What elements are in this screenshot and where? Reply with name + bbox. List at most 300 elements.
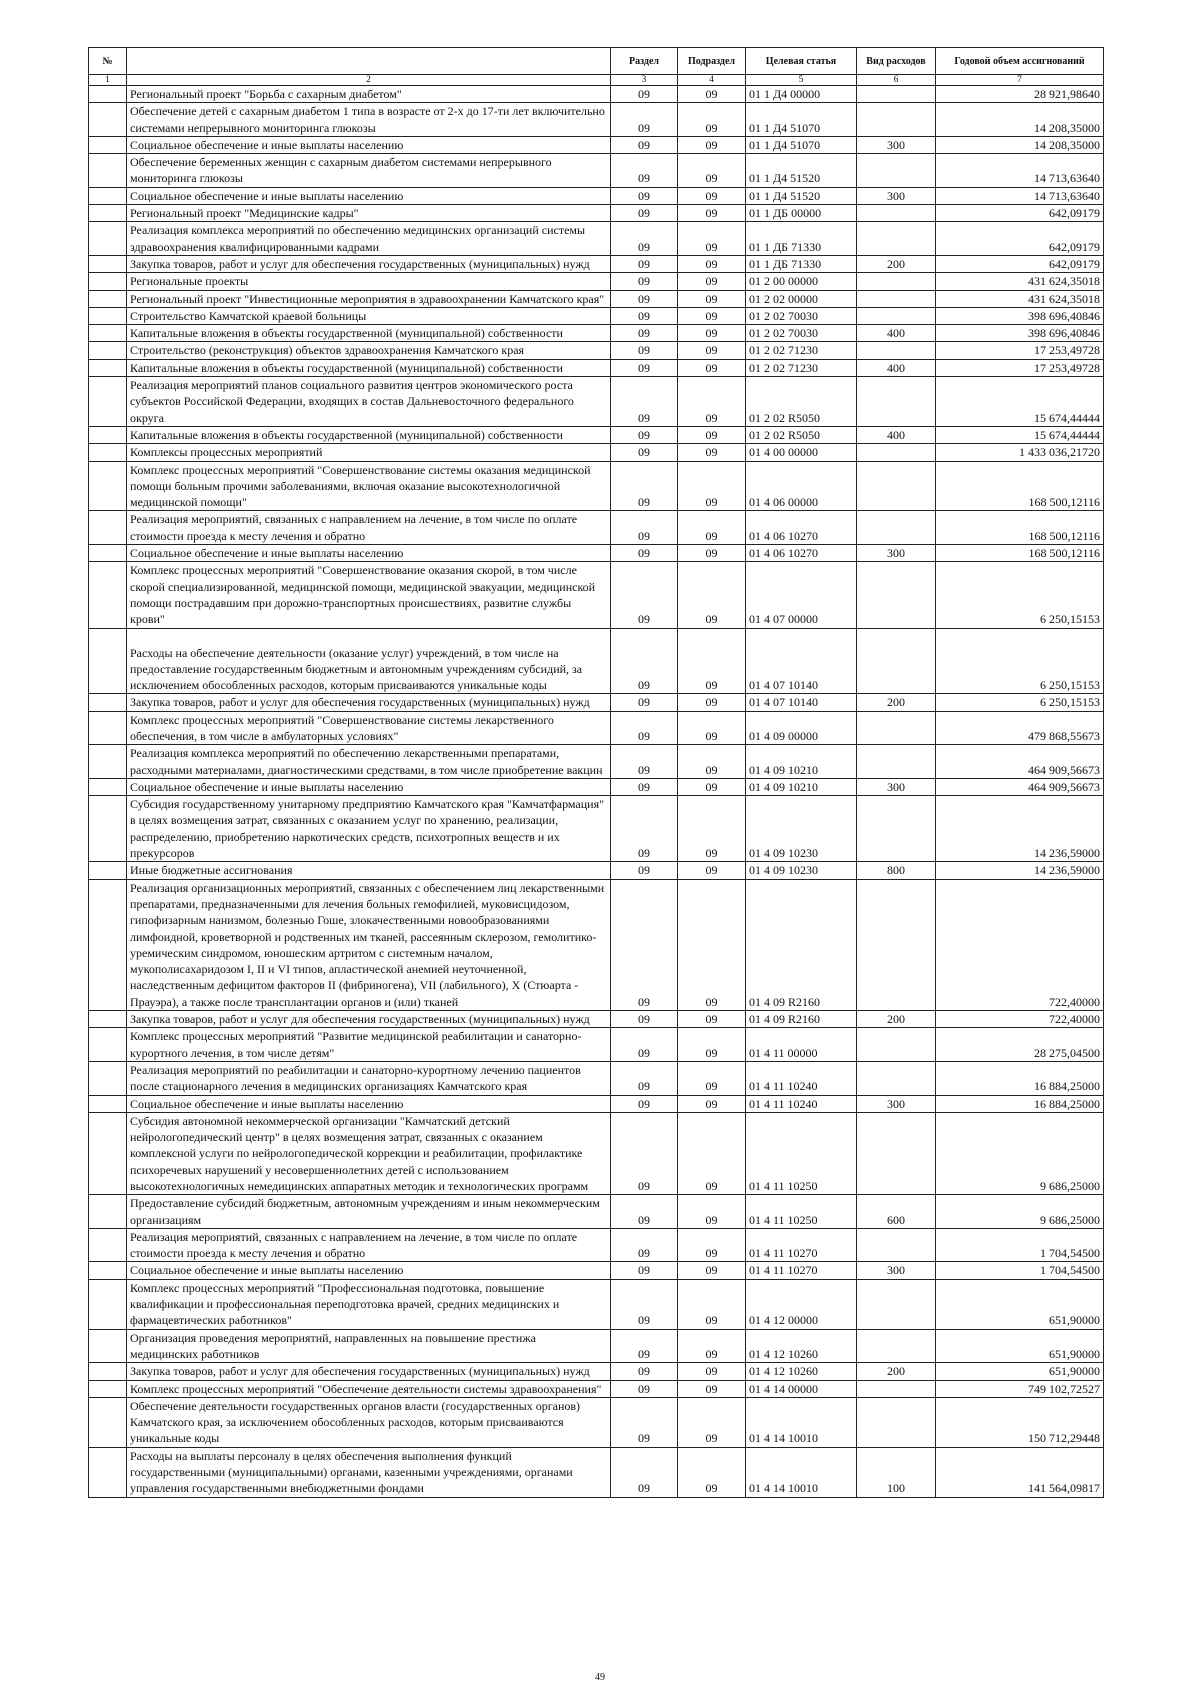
row-number-cell bbox=[89, 711, 127, 745]
row-target-cell: 01 1 Д4 51520 bbox=[746, 187, 857, 204]
table-row bbox=[89, 1447, 1104, 1497]
row-number-cell bbox=[89, 205, 127, 222]
row-subsection-cell: 09 bbox=[678, 879, 746, 1010]
row-section-cell: 09 bbox=[611, 1262, 678, 1279]
row-name-cell: Субсидия автономной некоммерческой организации "Камчатский детский нейрологопедический центр" в целях возмещения затрат, связанных с оказанием комплексной услуги по нейрологопедической коррекции и реабилитации, профилактике психоречевых нарушений у несовершеннолетних детей с использованием высокотехнологичных немедицинских аппаратных методик и технологических программ bbox=[127, 1112, 611, 1194]
row-name-cell: Социальное обеспечение и иные выплаты населению bbox=[127, 187, 611, 204]
row-subsection-cell: 09 bbox=[678, 1279, 746, 1329]
row-section-cell: 09 bbox=[611, 1011, 678, 1028]
row-subsection-cell: 09 bbox=[678, 1363, 746, 1380]
row-name-cell: Региональный проект "Медицинские кадры" bbox=[127, 205, 611, 222]
row-number-cell bbox=[89, 273, 127, 290]
column-number: 6 bbox=[857, 75, 936, 86]
row-amount-cell: 14 208,35000 bbox=[936, 103, 1104, 137]
table-row bbox=[89, 562, 1104, 628]
row-amount-cell: 14 236,59000 bbox=[936, 862, 1104, 879]
row-number-cell bbox=[89, 255, 127, 272]
table-row bbox=[89, 1095, 1104, 1112]
table-row bbox=[89, 862, 1104, 879]
row-expense-type-cell: 200 bbox=[857, 694, 936, 711]
table-row bbox=[89, 255, 1104, 272]
row-subsection-cell: 09 bbox=[678, 1228, 746, 1262]
row-expense-type-cell bbox=[857, 1279, 936, 1329]
row-number-cell bbox=[89, 545, 127, 562]
row-name-cell: Строительство Камчатской краевой больницы bbox=[127, 307, 611, 324]
row-name-cell: Реализация комплекса мероприятий по обеспечению лекарственными препаратами, расходными материалами, диагностическими средствами, в том числе приобретение вакцин bbox=[127, 745, 611, 779]
row-name-cell: Расходы на выплаты персоналу в целях обеспечения выполнения функций государственными (муниципальными) органами, казенными учреждениями, органами управления государственными внебюджетными фондами bbox=[127, 1447, 611, 1497]
row-target-cell: 01 4 11 10270 bbox=[746, 1262, 857, 1279]
table-row bbox=[89, 426, 1104, 443]
table-row bbox=[89, 205, 1104, 222]
row-amount-cell: 16 884,25000 bbox=[936, 1061, 1104, 1095]
row-name-cell: Закупка товаров, работ и услуг для обеспечения государственных (муниципальных) нужд bbox=[127, 1011, 611, 1028]
row-amount-cell: 651,90000 bbox=[936, 1329, 1104, 1363]
row-subsection-cell: 09 bbox=[678, 1262, 746, 1279]
column-number: 2 bbox=[127, 75, 611, 86]
table-row bbox=[89, 1397, 1104, 1447]
row-name-cell: Комплекс процессных мероприятий "Совершенствование оказания скорой, в том числе скорой специализированной, медицинской помощи, медицинской эвакуации, медицинской помощи пострадавшим при дорожно-транспортных происшествиях, развитие службы крови" bbox=[127, 562, 611, 628]
row-amount-cell: 642,09179 bbox=[936, 205, 1104, 222]
row-section-cell: 09 bbox=[611, 1061, 678, 1095]
row-number-cell bbox=[89, 103, 127, 137]
row-amount-cell: 431 624,35018 bbox=[936, 290, 1104, 307]
row-expense-type-cell bbox=[857, 1028, 936, 1062]
row-section-cell: 09 bbox=[611, 511, 678, 545]
row-number-cell bbox=[89, 1397, 127, 1447]
row-amount-cell: 749 102,72527 bbox=[936, 1380, 1104, 1397]
row-subsection-cell: 09 bbox=[678, 1447, 746, 1497]
header-row bbox=[89, 48, 1104, 75]
row-name-cell: Социальное обеспечение и иные выплаты населению bbox=[127, 778, 611, 795]
row-name-cell: Капитальные вложения в объекты государственной (муниципальной) собственности bbox=[127, 325, 611, 342]
row-number-cell bbox=[89, 222, 127, 256]
row-target-cell: 01 4 14 00000 bbox=[746, 1380, 857, 1397]
table-row bbox=[89, 461, 1104, 511]
row-amount-cell: 398 696,40846 bbox=[936, 325, 1104, 342]
row-subsection-cell: 09 bbox=[678, 103, 746, 137]
row-expense-type-cell: 200 bbox=[857, 1363, 936, 1380]
row-expense-type-cell bbox=[857, 511, 936, 545]
table-row bbox=[89, 1279, 1104, 1329]
row-number-cell bbox=[89, 290, 127, 307]
row-number-cell bbox=[89, 745, 127, 779]
row-subsection-cell: 09 bbox=[678, 342, 746, 359]
row-section-cell: 09 bbox=[611, 711, 678, 745]
row-section-cell: 09 bbox=[611, 222, 678, 256]
row-section-cell: 09 bbox=[611, 1447, 678, 1497]
row-expense-type-cell bbox=[857, 1061, 936, 1095]
row-number-cell bbox=[89, 187, 127, 204]
row-subsection-cell: 09 bbox=[678, 694, 746, 711]
row-section-cell: 09 bbox=[611, 778, 678, 795]
row-name-cell: Предоставление субсидий бюджетным, автономным учреждениям и иным некоммерческим организациям bbox=[127, 1195, 611, 1229]
row-amount-cell: 141 564,09817 bbox=[936, 1447, 1104, 1497]
row-section-cell: 09 bbox=[611, 136, 678, 153]
row-target-cell: 01 4 14 10010 bbox=[746, 1397, 857, 1447]
row-section-cell: 09 bbox=[611, 1329, 678, 1363]
row-number-cell bbox=[89, 1195, 127, 1229]
row-name-cell: Закупка товаров, работ и услуг для обеспечения государственных (муниципальных) нужд bbox=[127, 1363, 611, 1380]
row-expense-type-cell bbox=[857, 745, 936, 779]
row-target-cell: 01 4 12 10260 bbox=[746, 1329, 857, 1363]
row-target-cell: 01 4 11 10240 bbox=[746, 1061, 857, 1095]
row-name-cell: Иные бюджетные ассигнования bbox=[127, 862, 611, 879]
table-row bbox=[89, 1363, 1104, 1380]
row-subsection-cell: 09 bbox=[678, 862, 746, 879]
row-section-cell: 09 bbox=[611, 1028, 678, 1062]
row-section-cell: 09 bbox=[611, 154, 678, 188]
row-expense-type-cell bbox=[857, 562, 936, 628]
row-amount-cell: 398 696,40846 bbox=[936, 307, 1104, 324]
row-number-cell bbox=[89, 1061, 127, 1095]
row-number-cell bbox=[89, 136, 127, 153]
row-number-cell bbox=[89, 511, 127, 545]
row-subsection-cell: 09 bbox=[678, 1061, 746, 1095]
row-section-cell: 09 bbox=[611, 426, 678, 443]
row-amount-cell: 651,90000 bbox=[936, 1279, 1104, 1329]
table-row bbox=[89, 778, 1104, 795]
header-amount: Годовой объем ассигнований bbox=[936, 48, 1104, 75]
header-section: Раздел bbox=[611, 48, 678, 75]
row-expense-type-cell bbox=[857, 377, 936, 427]
row-target-cell: 01 2 02 71230 bbox=[746, 342, 857, 359]
row-expense-type-cell bbox=[857, 103, 936, 137]
row-section-cell: 09 bbox=[611, 1095, 678, 1112]
row-name-cell: Региональный проект "Борьба с сахарным диабетом" bbox=[127, 86, 611, 103]
row-subsection-cell: 09 bbox=[678, 562, 746, 628]
row-target-cell: 01 1 Д4 51070 bbox=[746, 103, 857, 137]
row-name-cell: Комплексы процессных мероприятий bbox=[127, 444, 611, 461]
row-name-cell: Закупка товаров, работ и услуг для обеспечения государственных (муниципальных) нужд bbox=[127, 255, 611, 272]
table-row bbox=[89, 222, 1104, 256]
row-amount-cell: 16 884,25000 bbox=[936, 1095, 1104, 1112]
row-name-cell: Комплекс процессных мероприятий "Обеспечение деятельности системы здравоохранения" bbox=[127, 1380, 611, 1397]
table-row bbox=[89, 273, 1104, 290]
table-row bbox=[89, 1329, 1104, 1363]
row-target-cell: 01 4 09 R2160 bbox=[746, 879, 857, 1010]
table-row bbox=[89, 325, 1104, 342]
row-amount-cell: 17 253,49728 bbox=[936, 342, 1104, 359]
column-number: 4 bbox=[678, 75, 746, 86]
row-subsection-cell: 09 bbox=[678, 205, 746, 222]
row-subsection-cell: 09 bbox=[678, 359, 746, 376]
row-section-cell: 09 bbox=[611, 1228, 678, 1262]
table-row bbox=[89, 545, 1104, 562]
row-target-cell: 01 4 09 10210 bbox=[746, 778, 857, 795]
column-number: 5 bbox=[746, 75, 857, 86]
row-section-cell: 09 bbox=[611, 187, 678, 204]
table-row bbox=[89, 711, 1104, 745]
row-section-cell: 09 bbox=[611, 290, 678, 307]
row-number-cell bbox=[89, 879, 127, 1010]
row-subsection-cell: 09 bbox=[678, 1380, 746, 1397]
row-subsection-cell: 09 bbox=[678, 426, 746, 443]
row-number-cell bbox=[89, 377, 127, 427]
row-number-cell bbox=[89, 628, 127, 694]
row-expense-type-cell bbox=[857, 1329, 936, 1363]
row-name-cell: Реализация мероприятий, связанных с направлением на лечение, в том числе по оплате стоимости проезда к месту лечения и обратно bbox=[127, 1228, 611, 1262]
row-name-cell: Социальное обеспечение и иные выплаты населению bbox=[127, 1095, 611, 1112]
row-target-cell: 01 1 Д4 51070 bbox=[746, 136, 857, 153]
table-row bbox=[89, 1028, 1104, 1062]
row-subsection-cell: 09 bbox=[678, 222, 746, 256]
row-amount-cell: 1 433 036,21720 bbox=[936, 444, 1104, 461]
row-section-cell: 09 bbox=[611, 377, 678, 427]
row-name-cell: Комплекс процессных мероприятий "Совершенствование системы оказания медицинской помощи больным прочими заболеваниями, включая оказание высокотехнологичной медицинской помощи" bbox=[127, 461, 611, 511]
row-name-cell: Капитальные вложения в объекты государственной (муниципальной) собственности bbox=[127, 359, 611, 376]
row-name-cell: Закупка товаров, работ и услуг для обеспечения государственных (муниципальных) нужд bbox=[127, 694, 611, 711]
row-name-cell: Комплекс процессных мероприятий "Совершенствование системы лекарственного обеспечения, в том числе в амбулаторных условиях" bbox=[127, 711, 611, 745]
row-subsection-cell: 09 bbox=[678, 1112, 746, 1194]
row-name-cell: Реализация комплекса мероприятий по обеспечению медицинских организаций системы здравоохранения квалифицированными кадрами bbox=[127, 222, 611, 256]
row-target-cell: 01 4 11 10240 bbox=[746, 1095, 857, 1112]
row-section-cell: 09 bbox=[611, 628, 678, 694]
row-name-cell: Региональные проекты bbox=[127, 273, 611, 290]
row-section-cell: 09 bbox=[611, 86, 678, 103]
row-amount-cell: 17 253,49728 bbox=[936, 359, 1104, 376]
row-number-cell bbox=[89, 359, 127, 376]
row-subsection-cell: 09 bbox=[678, 154, 746, 188]
table-row bbox=[89, 511, 1104, 545]
table-body bbox=[89, 86, 1104, 1498]
table-row bbox=[89, 187, 1104, 204]
row-subsection-cell: 09 bbox=[678, 86, 746, 103]
row-number-cell bbox=[89, 778, 127, 795]
row-subsection-cell: 09 bbox=[678, 1195, 746, 1229]
row-amount-cell: 14 236,59000 bbox=[936, 796, 1104, 862]
column-number-row bbox=[89, 75, 1104, 86]
row-target-cell: 01 4 12 10260 bbox=[746, 1363, 857, 1380]
row-section-cell: 09 bbox=[611, 307, 678, 324]
row-amount-cell: 168 500,12116 bbox=[936, 461, 1104, 511]
row-target-cell: 01 4 09 10230 bbox=[746, 862, 857, 879]
table-row bbox=[89, 444, 1104, 461]
row-subsection-cell: 09 bbox=[678, 1329, 746, 1363]
row-name-cell: Строительство (реконструкция) объектов здравоохранения Камчатского края bbox=[127, 342, 611, 359]
row-subsection-cell: 09 bbox=[678, 187, 746, 204]
row-subsection-cell: 09 bbox=[678, 545, 746, 562]
table-row bbox=[89, 796, 1104, 862]
row-name-cell: Обеспечение беременных женщин с сахарным диабетом системами непрерывного мониторинга глюкозы bbox=[127, 154, 611, 188]
row-subsection-cell: 09 bbox=[678, 745, 746, 779]
row-amount-cell: 464 909,56673 bbox=[936, 745, 1104, 779]
row-target-cell: 01 4 11 00000 bbox=[746, 1028, 857, 1062]
row-name-cell: Социальное обеспечение и иные выплаты населению bbox=[127, 1262, 611, 1279]
row-section-cell: 09 bbox=[611, 745, 678, 779]
table-row bbox=[89, 1262, 1104, 1279]
row-number-cell bbox=[89, 1279, 127, 1329]
row-section-cell: 09 bbox=[611, 205, 678, 222]
row-expense-type-cell bbox=[857, 290, 936, 307]
row-amount-cell: 431 624,35018 bbox=[936, 273, 1104, 290]
row-target-cell: 01 4 11 10270 bbox=[746, 1228, 857, 1262]
header-num: № bbox=[89, 48, 127, 75]
row-target-cell: 01 4 06 00000 bbox=[746, 461, 857, 511]
row-target-cell: 01 4 09 00000 bbox=[746, 711, 857, 745]
row-amount-cell: 15 674,44444 bbox=[936, 426, 1104, 443]
table-row bbox=[89, 879, 1104, 1010]
row-number-cell bbox=[89, 444, 127, 461]
row-name-cell: Капитальные вложения в объекты государственной (муниципальной) собственности bbox=[127, 426, 611, 443]
row-section-cell: 09 bbox=[611, 444, 678, 461]
row-expense-type-cell: 300 bbox=[857, 778, 936, 795]
row-name-cell: Комплекс процессных мероприятий "Профессиональная подготовка, повышение квалификации и профессиональная переподготовка врачей, средних медицинских и фармацевтических работников" bbox=[127, 1279, 611, 1329]
row-amount-cell: 722,40000 bbox=[936, 879, 1104, 1010]
table-row bbox=[89, 154, 1104, 188]
table-row bbox=[89, 1195, 1104, 1229]
column-number: 3 bbox=[611, 75, 678, 86]
row-expense-type-cell bbox=[857, 222, 936, 256]
row-amount-cell: 6 250,15153 bbox=[936, 628, 1104, 694]
row-section-cell: 09 bbox=[611, 461, 678, 511]
row-expense-type-cell bbox=[857, 796, 936, 862]
row-subsection-cell: 09 bbox=[678, 1095, 746, 1112]
row-expense-type-cell bbox=[857, 628, 936, 694]
row-number-cell bbox=[89, 1011, 127, 1028]
row-name-cell: Реализация организационных мероприятий, связанных с обеспечением лиц лекарственными препаратами, предназначенными для лечения больных гемофилией, муковисцидозом, гипофизарным нанизмом, болезнью Гоше, злокачественными новообразованиями лимфоидной, кроветворной и родственных им тканей, рассеянным склерозом, гемолитико-уремическим синдромом, юношеским артритом с системным началом, мукополисахаридозом I, II и VI типов, апластической анемией неуточненной, наследственным дефицитом факторов II (фибриногена), VII (лабильного), X (Стюарта - Прауэра), а также после трансплантации органов и (или) тканей bbox=[127, 879, 611, 1010]
row-name-cell: Субсидия государственному унитарному предприятию Камчатского края "Камчатфармация" в целях возмещения затрат, связанных с оказанием услуг по хранению, реализации, распределению, приобретению наркотических средств, психотропных веществ и их прекурсоров bbox=[127, 796, 611, 862]
column-number: 7 bbox=[936, 75, 1104, 86]
row-target-cell: 01 4 07 00000 bbox=[746, 562, 857, 628]
row-section-cell: 09 bbox=[611, 1397, 678, 1447]
row-expense-type-cell: 300 bbox=[857, 1262, 936, 1279]
row-section-cell: 09 bbox=[611, 1279, 678, 1329]
row-amount-cell: 14 713,63640 bbox=[936, 154, 1104, 188]
row-number-cell bbox=[89, 86, 127, 103]
row-section-cell: 09 bbox=[611, 545, 678, 562]
row-amount-cell: 479 868,55673 bbox=[936, 711, 1104, 745]
table-row bbox=[89, 694, 1104, 711]
row-section-cell: 09 bbox=[611, 325, 678, 342]
row-amount-cell: 14 713,63640 bbox=[936, 187, 1104, 204]
row-subsection-cell: 09 bbox=[678, 325, 746, 342]
header-name bbox=[127, 48, 611, 75]
row-expense-type-cell: 400 bbox=[857, 426, 936, 443]
row-target-cell: 01 1 Д4 51520 bbox=[746, 154, 857, 188]
row-target-cell: 01 4 09 10230 bbox=[746, 796, 857, 862]
row-expense-type-cell: 300 bbox=[857, 187, 936, 204]
row-amount-cell: 722,40000 bbox=[936, 1011, 1104, 1028]
row-target-cell: 01 2 00 00000 bbox=[746, 273, 857, 290]
row-number-cell bbox=[89, 694, 127, 711]
row-target-cell: 01 2 02 R5050 bbox=[746, 377, 857, 427]
row-expense-type-cell bbox=[857, 205, 936, 222]
page-number: 49 bbox=[595, 1672, 605, 1683]
row-amount-cell: 642,09179 bbox=[936, 222, 1104, 256]
row-name-cell: Реализация мероприятий по реабилитации и санаторно-курортному лечению пациентов после стационарного лечения в медицинских организациях Камчатского края bbox=[127, 1061, 611, 1095]
row-amount-cell: 651,90000 bbox=[936, 1363, 1104, 1380]
row-subsection-cell: 09 bbox=[678, 444, 746, 461]
row-expense-type-cell bbox=[857, 1228, 936, 1262]
row-subsection-cell: 09 bbox=[678, 255, 746, 272]
row-subsection-cell: 09 bbox=[678, 377, 746, 427]
row-section-cell: 09 bbox=[611, 1195, 678, 1229]
row-number-cell bbox=[89, 1447, 127, 1497]
header-expense-type: Вид расходов bbox=[857, 48, 936, 75]
row-amount-cell: 14 208,35000 bbox=[936, 136, 1104, 153]
row-name-cell: Реализация мероприятий планов социального развития центров экономического роста субъектов Российской Федерации, входящих в состав Дальневосточного федерального округа bbox=[127, 377, 611, 427]
row-target-cell: 01 1 ДБ 71330 bbox=[746, 255, 857, 272]
row-section-cell: 09 bbox=[611, 796, 678, 862]
row-expense-type-cell: 300 bbox=[857, 136, 936, 153]
row-amount-cell: 28 275,04500 bbox=[936, 1028, 1104, 1062]
row-expense-type-cell bbox=[857, 342, 936, 359]
row-amount-cell: 28 921,98640 bbox=[936, 86, 1104, 103]
row-subsection-cell: 09 bbox=[678, 628, 746, 694]
row-subsection-cell: 09 bbox=[678, 1011, 746, 1028]
row-target-cell: 01 2 02 R5050 bbox=[746, 426, 857, 443]
row-number-cell bbox=[89, 1095, 127, 1112]
row-subsection-cell: 09 bbox=[678, 711, 746, 745]
table-row bbox=[89, 1380, 1104, 1397]
row-section-cell: 09 bbox=[611, 862, 678, 879]
column-number: 1 bbox=[89, 75, 127, 86]
row-expense-type-cell: 200 bbox=[857, 255, 936, 272]
row-target-cell: 01 2 02 71230 bbox=[746, 359, 857, 376]
row-target-cell: 01 1 ДБ 00000 bbox=[746, 205, 857, 222]
row-name-cell: Расходы на обеспечение деятельности (оказание услуг) учреждений, в том числе на предоставление государственным бюджетным и автономным учреждениям субсидий, за исключением обособленных расходов, которым присваиваются уникальные коды bbox=[127, 628, 611, 694]
row-subsection-cell: 09 bbox=[678, 796, 746, 862]
row-subsection-cell: 09 bbox=[678, 1028, 746, 1062]
row-number-cell bbox=[89, 862, 127, 879]
row-target-cell: 01 4 11 10250 bbox=[746, 1195, 857, 1229]
row-section-cell: 09 bbox=[611, 1380, 678, 1397]
table-row bbox=[89, 86, 1104, 103]
budget-allocation-table bbox=[88, 47, 1104, 1498]
row-amount-cell: 168 500,12116 bbox=[936, 545, 1104, 562]
row-amount-cell: 642,09179 bbox=[936, 255, 1104, 272]
row-section-cell: 09 bbox=[611, 694, 678, 711]
row-amount-cell: 9 686,25000 bbox=[936, 1195, 1104, 1229]
row-name-cell: Реализация мероприятий, связанных с направлением на лечение, в том числе по оплате стоимости проезда к месту лечения и обратно bbox=[127, 511, 611, 545]
row-target-cell: 01 4 09 10210 bbox=[746, 745, 857, 779]
row-subsection-cell: 09 bbox=[678, 273, 746, 290]
row-section-cell: 09 bbox=[611, 273, 678, 290]
row-number-cell bbox=[89, 426, 127, 443]
row-number-cell bbox=[89, 1262, 127, 1279]
row-number-cell bbox=[89, 325, 127, 342]
budget-sheet bbox=[88, 47, 1103, 1498]
table-row bbox=[89, 1228, 1104, 1262]
row-subsection-cell: 09 bbox=[678, 511, 746, 545]
row-expense-type-cell bbox=[857, 711, 936, 745]
row-number-cell bbox=[89, 307, 127, 324]
row-target-cell: 01 4 00 00000 bbox=[746, 444, 857, 461]
row-target-cell: 01 2 02 00000 bbox=[746, 290, 857, 307]
row-amount-cell: 1 704,54500 bbox=[936, 1228, 1104, 1262]
table-row bbox=[89, 307, 1104, 324]
row-expense-type-cell: 600 bbox=[857, 1195, 936, 1229]
row-amount-cell: 15 674,44444 bbox=[936, 377, 1104, 427]
table-row bbox=[89, 290, 1104, 307]
row-name-cell: Организация проведения мероприятий, направленных на повышение престижа медицинских работников bbox=[127, 1329, 611, 1363]
row-section-cell: 09 bbox=[611, 1363, 678, 1380]
row-target-cell: 01 4 07 10140 bbox=[746, 628, 857, 694]
row-target-cell: 01 1 Д4 00000 bbox=[746, 86, 857, 103]
table-row bbox=[89, 103, 1104, 137]
row-target-cell: 01 4 09 R2160 bbox=[746, 1011, 857, 1028]
row-expense-type-cell: 300 bbox=[857, 545, 936, 562]
table-row bbox=[89, 136, 1104, 153]
row-number-cell bbox=[89, 1112, 127, 1194]
row-number-cell bbox=[89, 1228, 127, 1262]
table-row bbox=[89, 1011, 1104, 1028]
row-target-cell: 01 2 02 70030 bbox=[746, 307, 857, 324]
row-subsection-cell: 09 bbox=[678, 290, 746, 307]
row-name-cell: Обеспечение детей с сахарным диабетом 1 типа в возрасте от 2-х до 17-ти лет включительно системами непрерывного мониторинга глюкозы bbox=[127, 103, 611, 137]
row-section-cell: 09 bbox=[611, 562, 678, 628]
row-expense-type-cell bbox=[857, 273, 936, 290]
